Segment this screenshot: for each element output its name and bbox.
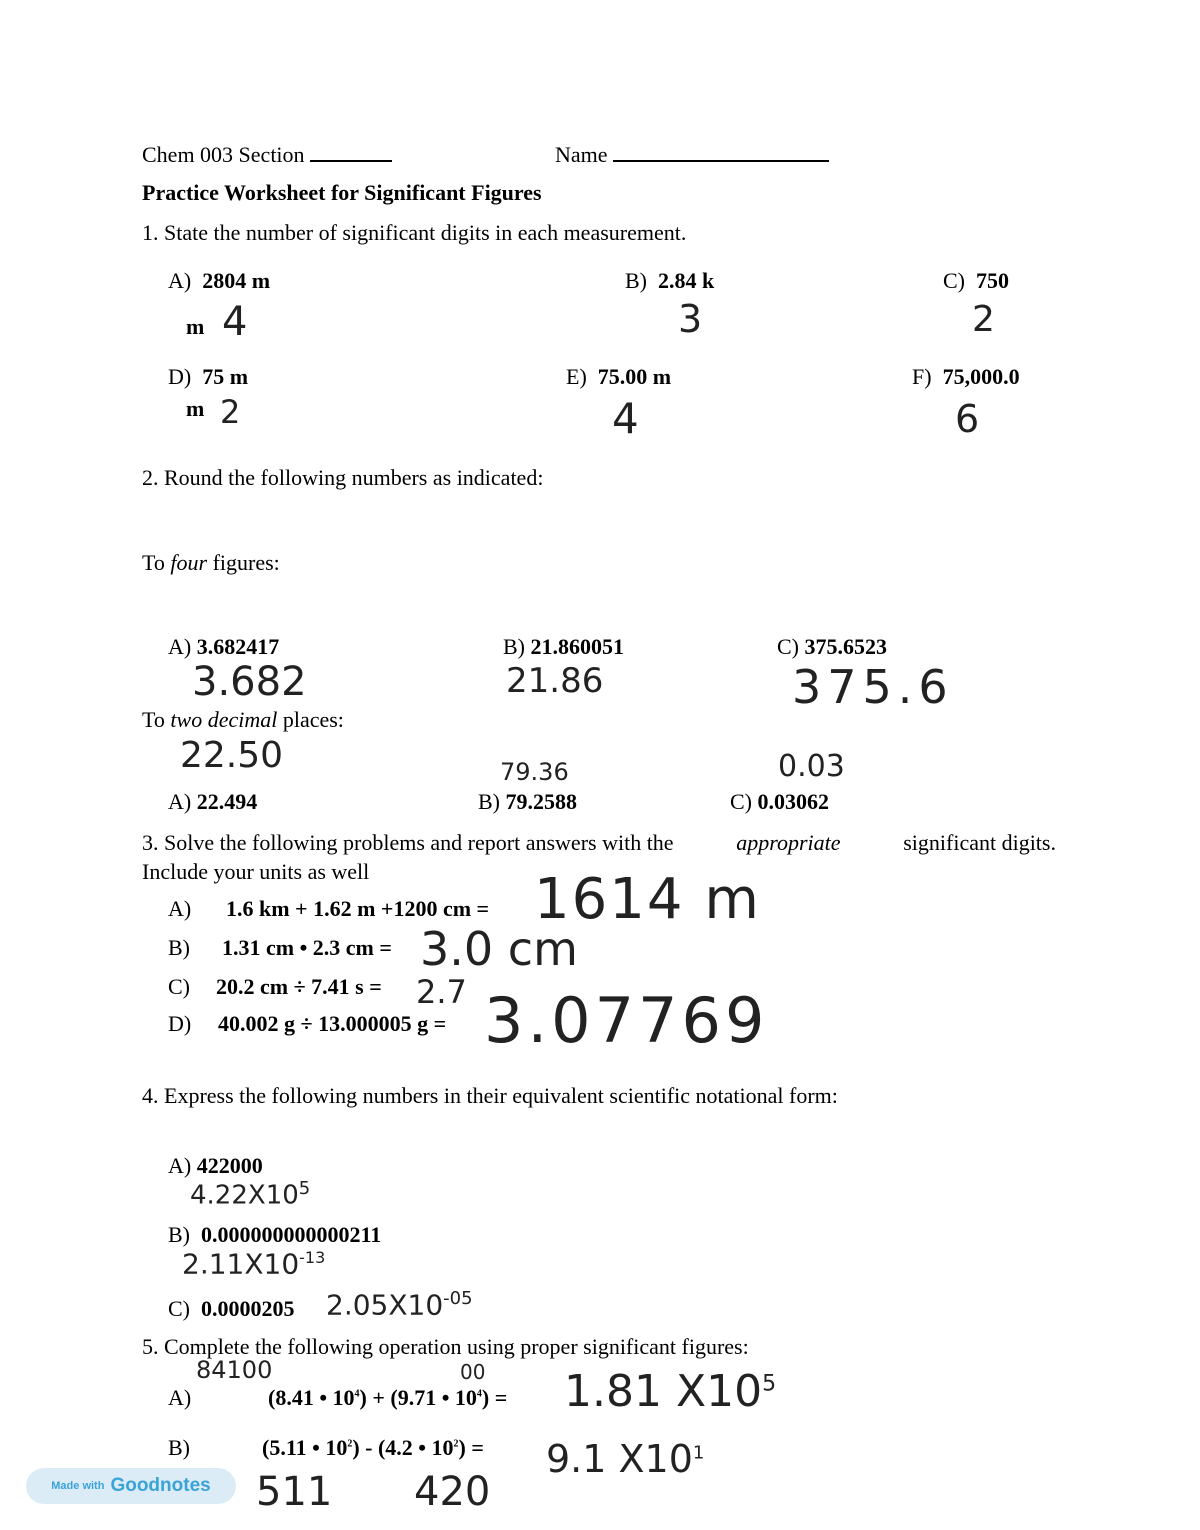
q2-two-b: B) 79.2588 <box>478 789 577 814</box>
q5-b-answer: 9.1 $X10^1$ <box>546 1437 705 1481</box>
q2-two-a-answer: 22.50 <box>180 735 284 776</box>
q1-a: A) 2804 m <box>168 268 271 293</box>
q2-two-c-answer: 0.03 <box>778 749 845 784</box>
q3-b-answer: 3.0 cm <box>420 922 578 976</box>
q5-b-note-1: 511 <box>256 1469 333 1515</box>
q3-c-expr: 20.2 cm ÷ 7.41 s = <box>216 974 382 999</box>
q1-c-answer: 2 <box>972 299 995 340</box>
q3-prompt: 3. Solve the following problems and report answers with the appropriate significant digits. <box>142 830 1056 855</box>
q5-a-note-2: 00 <box>460 1360 486 1384</box>
q1-b-unit: m <box>186 314 205 339</box>
q4-a: A) 422000 <box>168 1153 263 1178</box>
q3-b-label: B) <box>168 935 190 960</box>
q4-c: C) 0.0000205 <box>168 1296 295 1321</box>
q1-b-answer: 3 <box>678 297 703 341</box>
q5-a-label: A) <box>168 1385 192 1410</box>
q3-b-expr: 1.31 cm • 2.3 cm = <box>222 935 392 960</box>
q2-four-c: C) 375.6523 <box>777 634 887 659</box>
q2-two-c: C) 0.03062 <box>730 789 829 814</box>
q1-c: C) 750 <box>943 268 1009 293</box>
course-section-label: Chem 003 Section <box>142 142 392 166</box>
q4-b-answer: $2.11X10^{-13}$ <box>182 1247 326 1281</box>
q3-d-expr: 40.002 g ÷ 13.000005 g = <box>218 1011 447 1036</box>
q3-a-label: A) <box>168 896 192 921</box>
q2-four-a: A) 3.682417 <box>168 634 280 659</box>
q3-d-answer: 3.07769 <box>484 984 769 1057</box>
q1-d: D) 75 m <box>168 364 249 389</box>
q3-c-label: C) <box>168 974 190 999</box>
q3-a-answer: 1614 m <box>534 867 761 932</box>
q1-prompt: 1. State the number of significant digits in each measurement. <box>142 220 687 245</box>
q1-a-answer: 4 <box>222 299 248 345</box>
q2-two-a: A) 22.494 <box>168 789 258 814</box>
q4-a-answer: $4.22X10^5$ <box>190 1178 311 1211</box>
q2-two-heading: To two decimal places: <box>142 707 344 732</box>
q1-e: E) 75.00 m <box>566 364 672 389</box>
q2-four-b: B) 21.860051 <box>503 634 624 659</box>
q2-four-c-answer: 375.6 <box>792 660 954 714</box>
q1-b: B) 2.84 k <box>625 268 715 293</box>
q5-a-expr: (8.41 • $10^4) + (9.71$ • $10^4$) = <box>268 1385 508 1410</box>
q1-f-answer: 6 <box>955 397 980 441</box>
name-blank <box>613 142 829 162</box>
q4-b: B) 0.000000000000211 <box>168 1222 382 1247</box>
section-blank <box>310 142 392 162</box>
q5-b-expr: (5.11 • $10^2) - (4.2$ • $10^2$) = <box>262 1435 484 1460</box>
q5-a-answer: 1.81 $X10^5$ <box>564 1366 777 1417</box>
q5-prompt: 5. Complete the following operation using proper significant figures: <box>142 1334 749 1359</box>
q5-a-note-1: 84100 <box>196 1356 273 1384</box>
q3-d-label: D) <box>168 1011 192 1036</box>
q2-four-heading: To four figures: <box>142 550 280 575</box>
q1-f: F) 75,000.0 <box>912 364 1020 389</box>
q2-four-b-answer: 21.86 <box>506 661 604 701</box>
q1-e-answer: 4 <box>612 394 639 443</box>
q4-prompt: 4. Express the following numbers in their equivalent scientific notational form: <box>142 1083 838 1108</box>
q4-c-answer: $2.05X10^{-05}$ <box>326 1288 473 1322</box>
q1-d-answer: 2 <box>220 393 241 431</box>
q2-four-a-answer: 3.682 <box>192 659 307 705</box>
q5-b-label: B) <box>168 1435 190 1460</box>
q2-two-b-answer: 79.36 <box>500 758 569 786</box>
q3-prompt-line2: Include your units as well <box>142 859 370 884</box>
q3-c-answer: 2.7 <box>416 973 467 1011</box>
name-label: Name <box>555 142 829 166</box>
worksheet-title: Practice Worksheet for Significant Figures <box>142 180 542 205</box>
q2-prompt: 2. Round the following numbers as indicated: <box>142 465 544 490</box>
q1-f-unit: m <box>186 396 205 421</box>
q5-b-note-2: 420 <box>414 1469 491 1515</box>
goodnotes-badge: Made with Goodnotes <box>26 1468 236 1504</box>
q3-a-expr: 1.6 km + 1.62 m +1200 cm = <box>226 896 490 921</box>
